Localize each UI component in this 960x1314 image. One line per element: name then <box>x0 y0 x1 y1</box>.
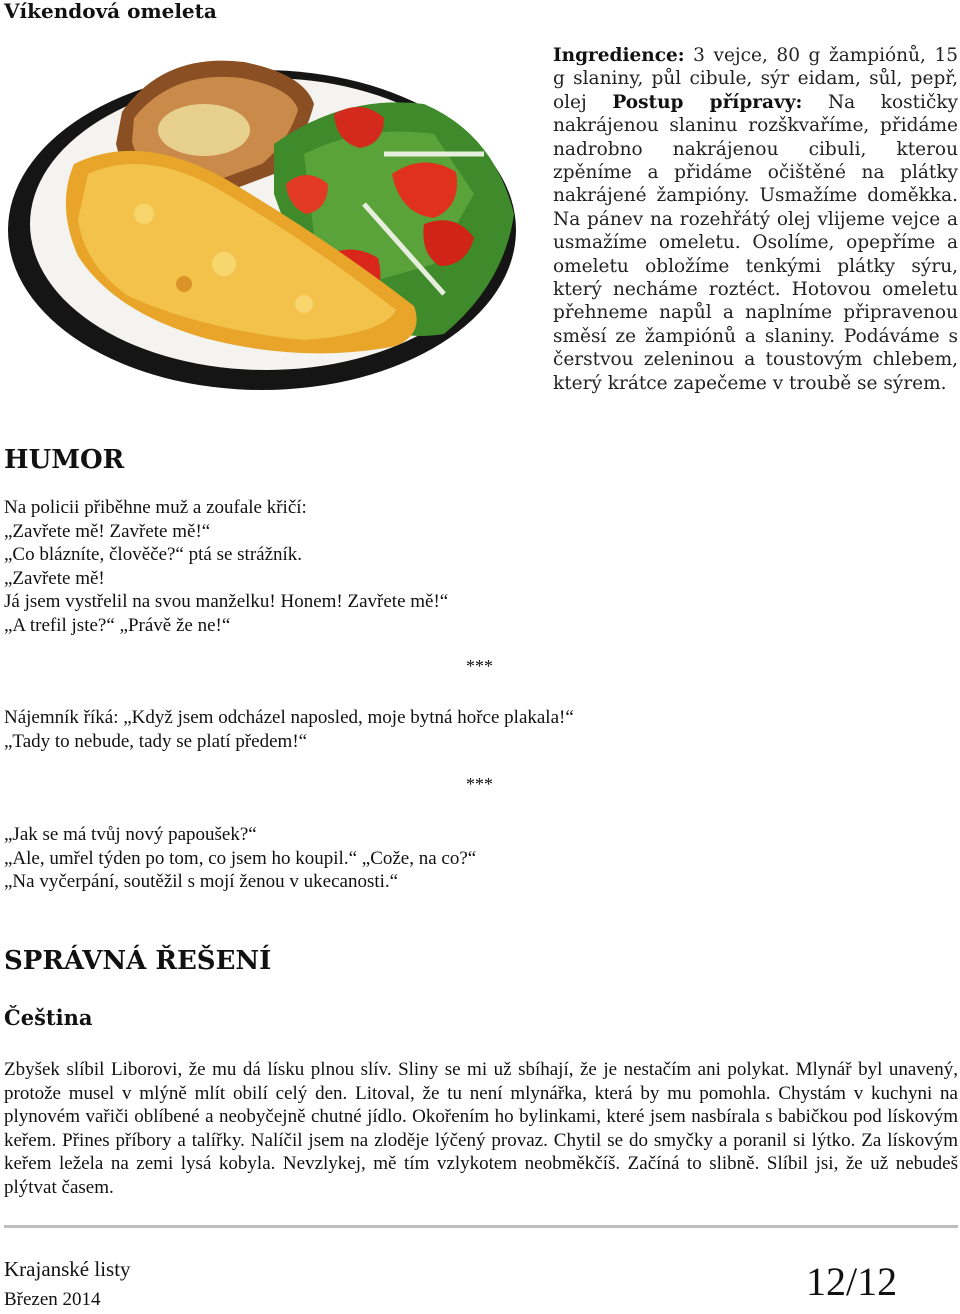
footer-divider <box>4 1225 958 1228</box>
joke-3 <box>4 823 804 894</box>
procedure-text: Na kostičky nakrájenou slaninu rozškvaříme, přidáme nadrobno nakrájenou cibuli, kterou zpěníme a přidáme očištěné na plátky nakrájené žampióny. Usmažíme doměkka. Na pánev na rozehřátý olej vlijeme vejce a usmažíme omeletu. Osolíme, opepříme a omeletu obložíme tenkými plátky sýru, který necháme roztéct. Hotovou omeletu přehneme napůl a naplníme připravenou směsí ze žampiónů a slaniny. Podáváme s čerstvou zeleninou a toustovým chlebem, který krátce zapečeme v troubě se sýrem. <box>553 91 958 394</box>
joke-line: Já jsem vystřelil na svou manželku! Honem! Zavřete mě!“ <box>4 591 449 612</box>
omelette-plate-photo <box>4 34 534 394</box>
recipe-title: Víkendová omeleta <box>4 0 217 23</box>
joke-line: „Co blázníte, člověče?“ ptá se strážník. <box>4 544 303 565</box>
joke-line: Na policii přiběhne muž a zoufale křičí: <box>4 497 307 518</box>
recipe-text <box>553 44 958 395</box>
solutions-heading: SPRÁVNÁ ŘEŠENÍ <box>4 946 272 976</box>
joke-line: „Ale, umřel týden po tom, co jsem ho koupil.“ „Cože, na co?“ <box>4 847 477 869</box>
joke-line: Nájemník říká: „Když jsem odcházel naposled, moje bytná hořce plakala!“ <box>4 707 574 728</box>
joke-line: „Zavřete mě! <box>4 567 105 589</box>
joke-line: „Tady to nebude, tady se platí předem!“ <box>4 730 308 752</box>
separator-stars: *** <box>466 774 493 794</box>
joke-1 <box>4 496 704 637</box>
page-number: 12/12 <box>806 1259 898 1304</box>
ingredients-text: 3 vejce, 80 g žampiónů, 15 g slaniny, půl cibule, sýr eidam, sůl, pepř, olej <box>553 45 958 113</box>
joke-line: „A trefil jste?“ „Právě že ne!“ <box>4 614 231 636</box>
solutions-subheading: Čeština <box>4 1005 93 1030</box>
joke-2 <box>4 706 804 753</box>
ingredients-label: Ingredience: <box>553 45 685 66</box>
solutions-text: Zbyšek slíbil Liborovi, že mu dá lísku plnou slív. Sliny se mi už sbíhají, že je nestačím ani polykat. Mlynář byl unavený, protože musel v mlýně mlít obilí celý den. Litoval, že tu není mlynářka, která by mu pomohla. Chystám v kuchyni na plynovém vařiči oblíbené a neobyčejně chutné jídlo. Okořením ho bylinkami, které jsem nasbírala s babičkou pod lískovým keřem. Přines příbory a talířky. Nalíčil jsem na zloděje lýčený provaz. Chytil se do smyčky a poranil si lýtko. Za lískovým keřem ležela na zemi lysá kobyla. Nevzlykej, mě tím vzlykotem neobměkčíš. Začíná to slibně. Slíbil jsi, že už nebudeš plýtvat časem. <box>4 1059 958 1198</box>
separator-stars: *** <box>466 656 493 676</box>
joke-line: „Na vyčerpání, soutěžil s mojí ženou v ukecanosti.“ <box>4 871 399 892</box>
magazine-name: Krajanské listy <box>4 1257 131 1281</box>
humor-heading: HUMOR <box>4 445 125 475</box>
procedure-label: Postup přípravy: <box>612 91 803 113</box>
issue-date: Březen 2014 <box>4 1289 101 1310</box>
joke-line: „Jak se má tvůj nový papoušek?“ <box>4 824 257 845</box>
joke-line: „Zavřete mě! Zavřete mě!“ <box>4 520 211 542</box>
